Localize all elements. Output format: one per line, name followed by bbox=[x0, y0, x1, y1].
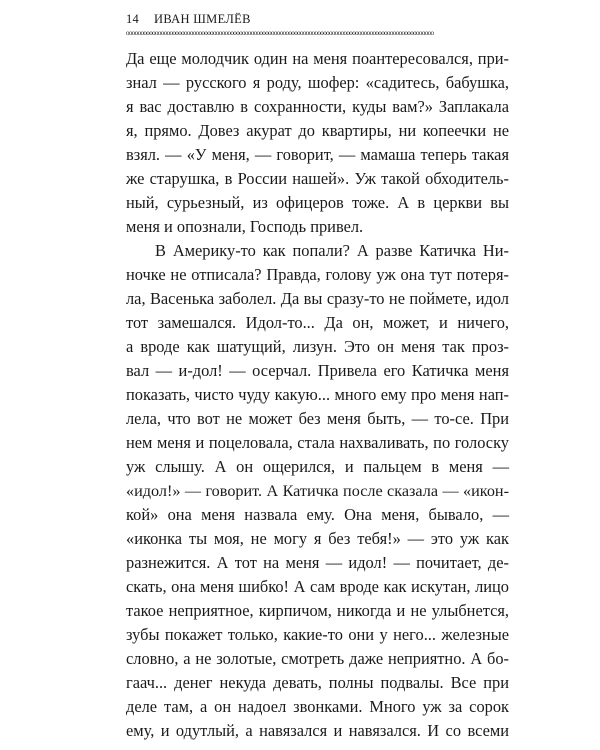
text-line: ему, и одутлый, а навязался и навязался. И со всеми bbox=[126, 721, 509, 740]
text-line: тот замешался. Идол-то... Да он, может, и ничего, bbox=[126, 313, 509, 332]
text-line: я вас доставлю в сохранности, куды вам?» Заплакала bbox=[126, 97, 509, 116]
text-line: нем меня и поцеловала, стала нахваливать, по голоску bbox=[126, 433, 509, 452]
text-line: словно, а не золотые, смотреть даже неприятно. А бо- bbox=[126, 649, 509, 668]
text-line: скать, она меня шибко! А сам вроде как искутан, лицо bbox=[126, 577, 509, 596]
text-line: уж слышу. А он ощерился, и пальцем в меня — bbox=[126, 457, 509, 476]
text-line: такое неприятное, кирпичом, никогда и не улыбнется, bbox=[126, 601, 509, 620]
text-line: гаач... денег некуда девать, полны подвалы. Все при bbox=[126, 673, 509, 692]
page-body-text bbox=[126, 47, 509, 743]
text-line: Да еще молодчик один на меня поантересовался, при- bbox=[126, 49, 509, 68]
text-line: кой» она меня назвала ему. Она меня, бывало, — bbox=[126, 505, 509, 524]
text-line: зубы покажет только, какие-то они у него... железные bbox=[126, 625, 509, 644]
text-line: ный, сурьезный, из офицеров тоже. А в церкви вы bbox=[126, 193, 509, 212]
text-line: вал — и-дол! — осерчал. Привела его Катичка меня bbox=[126, 361, 509, 380]
text-line: «идол!» — говорит. А Катичка после сказала — «икон- bbox=[126, 482, 509, 500]
text-line: а вроде как шатущий, лизун. Это он меня так проз- bbox=[126, 337, 509, 356]
text-line: ночке не отписала? Правда, голову уж она тут потеря- bbox=[126, 265, 509, 284]
text-line: я, прямо. Довез акурат до квартиры, ни копеечки не bbox=[126, 121, 509, 140]
text-line: лела, что вот не может без меня быть, — то-се. При bbox=[126, 409, 509, 428]
text-line: ла, Васенька заболел. Да вы сразу-то не поймете, идол bbox=[126, 289, 509, 308]
text-line: деле там, а он надоел звонками. Много уж за сорок bbox=[126, 697, 509, 716]
text-line: взял. — «У меня, — говорит, — мамаша теперь такая bbox=[126, 145, 509, 164]
text-line: знал — русского я роду, шофер: «садитесь, бабушка, bbox=[126, 73, 509, 92]
page-number: 14 bbox=[126, 12, 140, 26]
running-title: ИВАН ШМЕЛЁВ bbox=[154, 12, 251, 26]
text-line: показать, чисто чуду какую... много ему про меня нап- bbox=[126, 385, 509, 404]
text-line: В Америку-то как попали? А разве Катичка Ни- bbox=[155, 241, 509, 260]
running-header bbox=[126, 12, 510, 27]
text-line: «иконка ты моя, не могу я без тебя!» — это уж как bbox=[126, 529, 509, 548]
text-line: же старушка, в России нашей». Уж такой обходитель- bbox=[126, 169, 509, 188]
ornamental-rule: oooooooooooooooooooooooooooooooooooooooooooooooooooooooooooooooooooooooooooooooooooooooooooooooooooooooooo bbox=[126, 30, 434, 36]
text-line: разнежится. А тот на меня — идол! — почитает, де- bbox=[126, 553, 509, 572]
text-line: меня и опознали, Господь привел. bbox=[126, 217, 364, 236]
